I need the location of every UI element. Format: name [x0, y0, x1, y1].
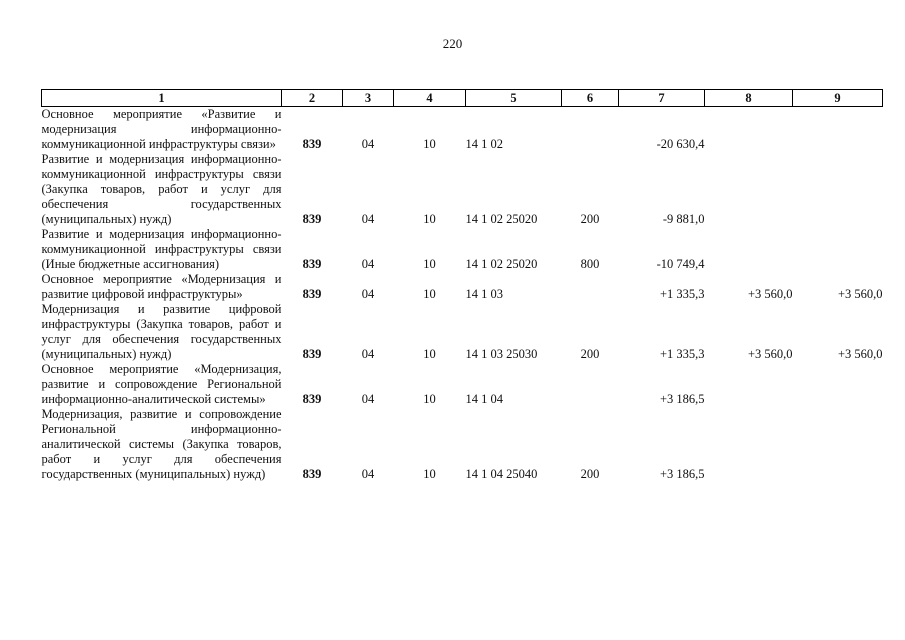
cell-amount-1: +3 186,5	[659, 392, 705, 406]
cell-amount-1: +1 335,3	[659, 347, 705, 361]
header-col-2: 2	[282, 90, 343, 107]
cell-target-article: 14 1 02 25020	[465, 212, 538, 226]
header-col-3: 3	[343, 90, 394, 107]
budget-table	[41, 89, 883, 482]
cell-amount-2	[705, 407, 793, 482]
cell-amount-1: +1 335,3	[659, 287, 705, 301]
header-col-7: 7	[619, 90, 705, 107]
cell-amount-2	[705, 227, 793, 272]
cell-amount-2	[705, 107, 793, 153]
cell-expense-type	[562, 362, 619, 407]
cell-expense-type: 800	[580, 257, 600, 271]
row-name: Модернизация и развитие цифровой инфраструктуры (Закупка товаров, работ и услуг для обеспечения государственных (муниципальных) нужд)	[41, 302, 282, 361]
header-row	[42, 90, 883, 107]
cell-subsection: 10	[423, 347, 436, 361]
cell-expense-type: 200	[580, 347, 600, 361]
header-col-5: 5	[466, 90, 562, 107]
row-name: Основное мероприятие «Модернизация и развитие цифровой инфраструктуры»	[41, 272, 282, 301]
cell-amount-2	[705, 152, 793, 227]
table-row	[42, 302, 883, 362]
cell-amount-3	[793, 152, 883, 227]
cell-subsection: 10	[423, 287, 436, 301]
row-name: Развитие и модернизация информационно-коммуникационной инфраструктуры связи (Закупка товаров, работ и услуг для обеспечения государственных (муниципальных) нужд)	[41, 152, 282, 226]
cell-section: 04	[361, 392, 375, 406]
header-col-9: 9	[793, 90, 883, 107]
cell-section: 04	[361, 257, 375, 271]
header-col-6: 6	[562, 90, 619, 107]
table-row	[42, 407, 883, 482]
cell-ministry: 839	[302, 212, 322, 226]
cell-subsection: 10	[423, 212, 436, 226]
cell-amount-2: +3 560,0	[747, 347, 793, 361]
cell-expense-type: 200	[580, 467, 600, 481]
cell-expense-type: 200	[580, 212, 600, 226]
table-row	[42, 107, 883, 153]
cell-subsection: 10	[423, 137, 436, 151]
cell-amount-3	[793, 362, 883, 407]
cell-section: 04	[361, 212, 375, 226]
header-col-1: 1	[42, 90, 282, 107]
cell-section: 04	[361, 137, 375, 151]
cell-section: 04	[361, 467, 375, 481]
cell-ministry: 839	[302, 257, 322, 271]
page-number: 220	[442, 36, 463, 51]
cell-amount-3: +3 560,0	[837, 287, 883, 301]
cell-expense-type	[562, 107, 619, 153]
cell-target-article: 14 1 03 25030	[465, 347, 538, 361]
cell-ministry: 839	[302, 137, 322, 151]
cell-subsection: 10	[423, 467, 436, 481]
cell-section: 04	[361, 287, 375, 301]
row-name: Основное мероприятие «Модернизация, развитие и сопровождение Региональной информационно-аналитической системы»	[41, 362, 282, 406]
cell-ministry: 839	[302, 392, 322, 406]
cell-amount-1: -10 749,4	[656, 257, 705, 271]
cell-amount-1: -9 881,0	[662, 212, 705, 226]
table-row	[42, 362, 883, 407]
table-row	[42, 227, 883, 272]
cell-amount-2: +3 560,0	[747, 287, 793, 301]
row-name: Модернизация, развитие и сопровождение Региональной информационно-аналитической системы (Закупка товаров, работ и услуг для обеспечения государственных (муниципальных) нужд)	[41, 407, 282, 481]
table-row	[42, 272, 883, 302]
cell-expense-type	[562, 272, 619, 302]
cell-target-article: 14 1 04 25040	[465, 467, 538, 481]
cell-target-article: 14 1 03	[465, 287, 503, 301]
cell-ministry: 839	[302, 347, 322, 361]
header-col-8: 8	[705, 90, 793, 107]
cell-target-article: 14 1 02 25020	[465, 257, 538, 271]
row-name: Основное мероприятие «Развитие и модернизация информационно-коммуникационной инфраструктуры связи»	[41, 107, 282, 151]
cell-section: 04	[361, 347, 375, 361]
cell-amount-1: +3 186,5	[659, 467, 705, 481]
cell-amount-1: -20 630,4	[656, 137, 705, 151]
table-row	[42, 152, 883, 227]
cell-amount-3	[793, 227, 883, 272]
row-name: Развитие и модернизация информационно-коммуникационной инфраструктуры связи (Иные бюджетные ассигнования)	[41, 227, 282, 271]
cell-amount-3	[793, 107, 883, 153]
cell-amount-2	[705, 362, 793, 407]
cell-subsection: 10	[423, 392, 436, 406]
cell-ministry: 839	[302, 467, 322, 481]
cell-subsection: 10	[423, 257, 436, 271]
cell-amount-3	[793, 407, 883, 482]
cell-target-article: 14 1 02	[465, 137, 503, 151]
cell-amount-3: +3 560,0	[837, 347, 883, 361]
cell-target-article: 14 1 04	[465, 392, 503, 406]
header-col-4: 4	[394, 90, 466, 107]
cell-ministry: 839	[302, 287, 322, 301]
